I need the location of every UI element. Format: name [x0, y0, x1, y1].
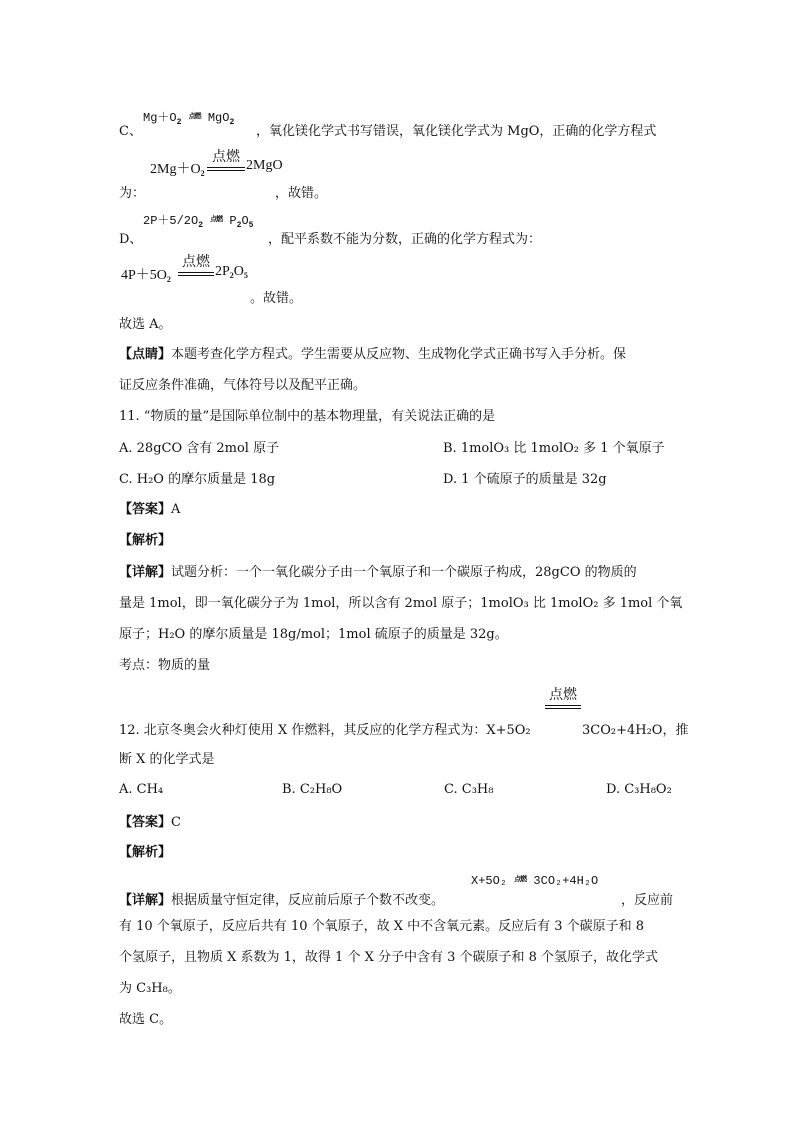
- q11-kaodian: 考点：物质的量: [119, 658, 211, 673]
- q11-detail-text-1: 试题分析：一个一氧化碳分子由一个氧原子和一个碳原子构成，28gCO 的物质的: [171, 565, 637, 580]
- q12-option-a: A. CH₄: [119, 782, 164, 797]
- q12-choose-answer: 故选 C。: [119, 1012, 173, 1027]
- q12-option-b: B. C₂H₈O: [282, 782, 343, 797]
- q12-condition-mark: 点燃: [514, 876, 527, 884]
- dianjing-text-2: 证反应条件准确，气体符号以及配平正确。: [119, 378, 367, 393]
- condition-mark-d: 点燃: [210, 216, 223, 224]
- q12-answer-line: [119, 811, 181, 830]
- wrong-equation-c: $Mg+O_2$ 点燃 MgO$_2$: [143, 111, 235, 127]
- question-12-stem-a: 12. 北京冬奥会火种灯使用 X 作燃料，其反应的化学方程式为：X+5O₂: [119, 723, 531, 738]
- option-c-explanation: ，氧化镁化学式书写错误，氧化镁化学式为 MgO，正确的化学方程式: [256, 124, 657, 139]
- q11-detail-line-2: 量是 1mol，即一氧化碳分子为 1mol，所以含有 2mol 原子；1molO₃ 比 1molO₂ 多 1mol 个氧: [119, 596, 683, 611]
- q11-jiexi-tag: 【解析】: [119, 533, 172, 548]
- wrong-equation-d: $2P+5/2O_2$ 点燃 $P_2O_5$: [143, 214, 254, 230]
- q11-option-a: A. 28gCO 含有 2mol 原子: [119, 441, 280, 456]
- q12-inline-equation: X+5O₂ 点燃 3CO₂+4H₂O: [471, 874, 599, 888]
- dianjing-paragraph: [119, 343, 626, 362]
- q12-jiexi-tag: 【解析】: [119, 845, 172, 860]
- condition-burn-c: 点燃: [207, 146, 245, 171]
- question-12-stem-b: 3CO₂+4H₂O，推: [582, 723, 689, 738]
- q11-option-b: B. 1molO₃ 比 1molO₂ 多 1 个氧原子: [443, 441, 665, 456]
- q12-detail-text-1b: ，反应前: [621, 893, 674, 908]
- option-c-prefix: 为：: [119, 186, 146, 201]
- option-d-suffix: 。故错。: [250, 291, 303, 306]
- q11-option-c: C. H₂O 的摩尔质量是 18g: [119, 472, 276, 487]
- q11-option-d: D. 1 个硫原子的质量是 32g: [443, 472, 607, 487]
- q12-detail-line-1a: [119, 889, 444, 908]
- q12-option-d: D. C₃H₈O₂: [606, 782, 672, 797]
- correct-equation-d-rhs: $2P_2O_5$: [215, 264, 248, 280]
- correct-equation-d-lhs: $4P+5O_2$: [121, 268, 171, 284]
- q12-answer-tag: 【答案】: [119, 815, 172, 830]
- q11-detail-line-3: 原子；H₂O 的摩尔质量是 18g/mol；1mol 硫原子的质量是 32g。: [119, 627, 508, 642]
- q11-answer-tag: 【答案】: [119, 502, 172, 517]
- choose-answer-a: 故选 A。: [119, 317, 172, 332]
- q11-detail-tag: 【详解】: [119, 565, 172, 580]
- q12-detail-line-2: 有 10 个氧原子，反应后共有 10 个氧原子，故 X 中不含氧元素。反应后有 3 个碳原子和 8: [119, 919, 645, 934]
- q12-answer: C: [171, 815, 181, 830]
- q12-option-c: C. C₃H₈: [444, 782, 494, 797]
- option-c-label: C、: [119, 124, 142, 139]
- q11-answer-line: [119, 498, 180, 517]
- q12-condition-burn: 点燃: [545, 684, 581, 709]
- condition-mark-c: 点燃: [188, 113, 201, 121]
- q12-detail-line-4: 为 C₃H₈。: [119, 981, 181, 996]
- dianjing-tag: 【点睛】: [119, 347, 172, 362]
- dianjing-text-1: 本题考查化学方程式。学生需要从反应物、生成物化学式正确书写入手分析。保: [171, 347, 627, 362]
- q11-detail-line-1: [119, 561, 637, 580]
- option-d-label: D、: [119, 232, 143, 247]
- q12-detail-text-1a: 根据质量守恒定律，反应前后原子个数不改变。: [171, 893, 445, 908]
- q12-detail-line-3: 个氢原子，且物质 X 系数为 1，故得 1 个 X 分子中含有 3 个碳原子和 8 个氢原子，故化学式: [119, 950, 659, 965]
- q11-answer: A: [171, 502, 181, 517]
- option-c-suffix: ，故错。: [275, 186, 328, 201]
- correct-equation-c-lhs: $2Mg+O_2$: [150, 162, 205, 178]
- q12-detail-tag: 【详解】: [119, 893, 172, 908]
- question-12-stem-2: 断 X 的化学式是: [119, 752, 215, 767]
- correct-equation-c-rhs: 2MgO: [246, 158, 283, 173]
- question-11-stem: 11. “物质的量”是国际单位制中的基本物理量，有关说法正确的是: [119, 409, 496, 424]
- option-d-explanation: ，配平系数不能为分数，正确的化学方程式为：: [268, 232, 542, 247]
- condition-burn-d: 点燃: [178, 251, 214, 276]
